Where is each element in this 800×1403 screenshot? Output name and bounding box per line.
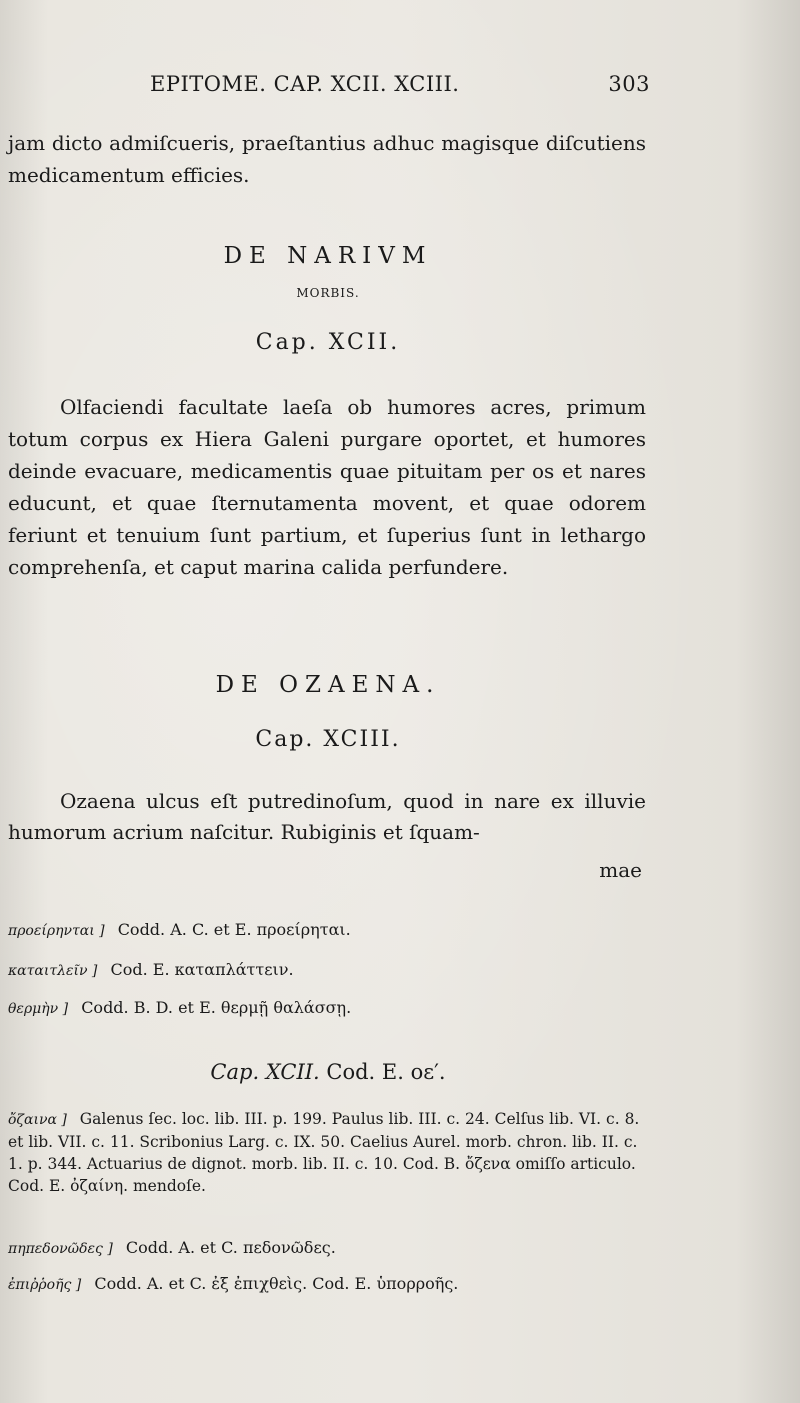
footnote-lemma: θερμὴν ] [8, 1001, 69, 1017]
paragraph-narium: Olfaciendi facultate laeſa ob humores acres, primum totum corpus ex Hiera Galeni purgare oportet, et humores deinde evacuare, medicamentis quae pituitam per os et nares educunt, et quae ſternutamenta movent, et quae odorem feriunt et tenuium ſunt partium, et ſuperius ſunt in lethargo comprehenſa, et caput marina calida perfundere. [8, 395, 646, 579]
footnote-chapter-heading [8, 1060, 648, 1084]
footnote-lemma: καταιτλεῖν ] [8, 963, 98, 979]
footnote-chapter-label: Cap. XCII. [210, 1060, 320, 1084]
footnote-lemma: προείρηνται ] [8, 923, 105, 939]
chapter-heading-xcii: Cap. XCII. [255, 330, 401, 355]
footnote-lemma: ἐπιῤῥοῆς ] [8, 1277, 82, 1293]
lead-paragraph: jam dicto admiſcueris, praeſtantius adhuc magisque diſcutiens medicamentum efficies. [8, 131, 646, 187]
running-title: EPITOME. CAP. XCII. XCIII. [150, 72, 460, 96]
footnote-text: Codd. B. D. et E. θερμῇ θαλάσσῃ. [81, 998, 352, 1017]
page-number: 303 [608, 72, 650, 96]
catchword: mae [599, 858, 642, 882]
footnote-lemma: πηπεδονῶδες ] [8, 1241, 113, 1257]
running-header [150, 72, 650, 96]
footnote-text: Cod. E. καταπλάττειν. [110, 960, 294, 979]
footnote-text: Codd. A. et C. πεδονῶδες. [125, 1238, 336, 1257]
footnote-lemma: ὄζαινα ] [8, 1112, 67, 1128]
footnote [8, 960, 648, 979]
section-subtitle-morbis: MORBIS. [296, 286, 360, 300]
footnote [8, 1108, 648, 1197]
footnote-chapter-text: Cod. E. οε′. [326, 1060, 446, 1084]
footnote-text: Codd. A. C. et E. προείρηται. [117, 920, 351, 939]
footnote-text: Galenus ſec. loc. lib. III. p. 199. Paulus lib. III. c. 24. Celſus lib. VI. c. 8. et lib. VII. c. 11. Scribonius Larg. c. IX. 50. Caelius Aurel. morb. chron. lib. II. c. 1. p. 344. Actuarius de dignot. morb. lib. II. c. 10. Cod. B. ὄζενα omiſſo articulo. Cod. E. ὀζαίνη. mendoſe. [8, 1110, 640, 1195]
footnote [8, 998, 648, 1017]
footnote-text: Codd. A. et C. ἐξ ἐπιχθεὶς. Cod. E. ὑπορροῆς. [94, 1274, 459, 1293]
footnote [8, 1274, 648, 1293]
footnote [8, 920, 648, 939]
footnote [8, 1238, 648, 1257]
chapter-heading-xciii: Cap. XCIII. [255, 727, 401, 752]
paragraph-ozaena: Ozaena ulcus eſt putredinoſum, quod in nare ex illuvie humorum acrium naſcitur. Rubiginis et ſquam- [8, 789, 646, 844]
section-title-narium: DE NARIVM [223, 243, 433, 269]
section-title-ozaena: DE OZAENA. [215, 672, 441, 698]
